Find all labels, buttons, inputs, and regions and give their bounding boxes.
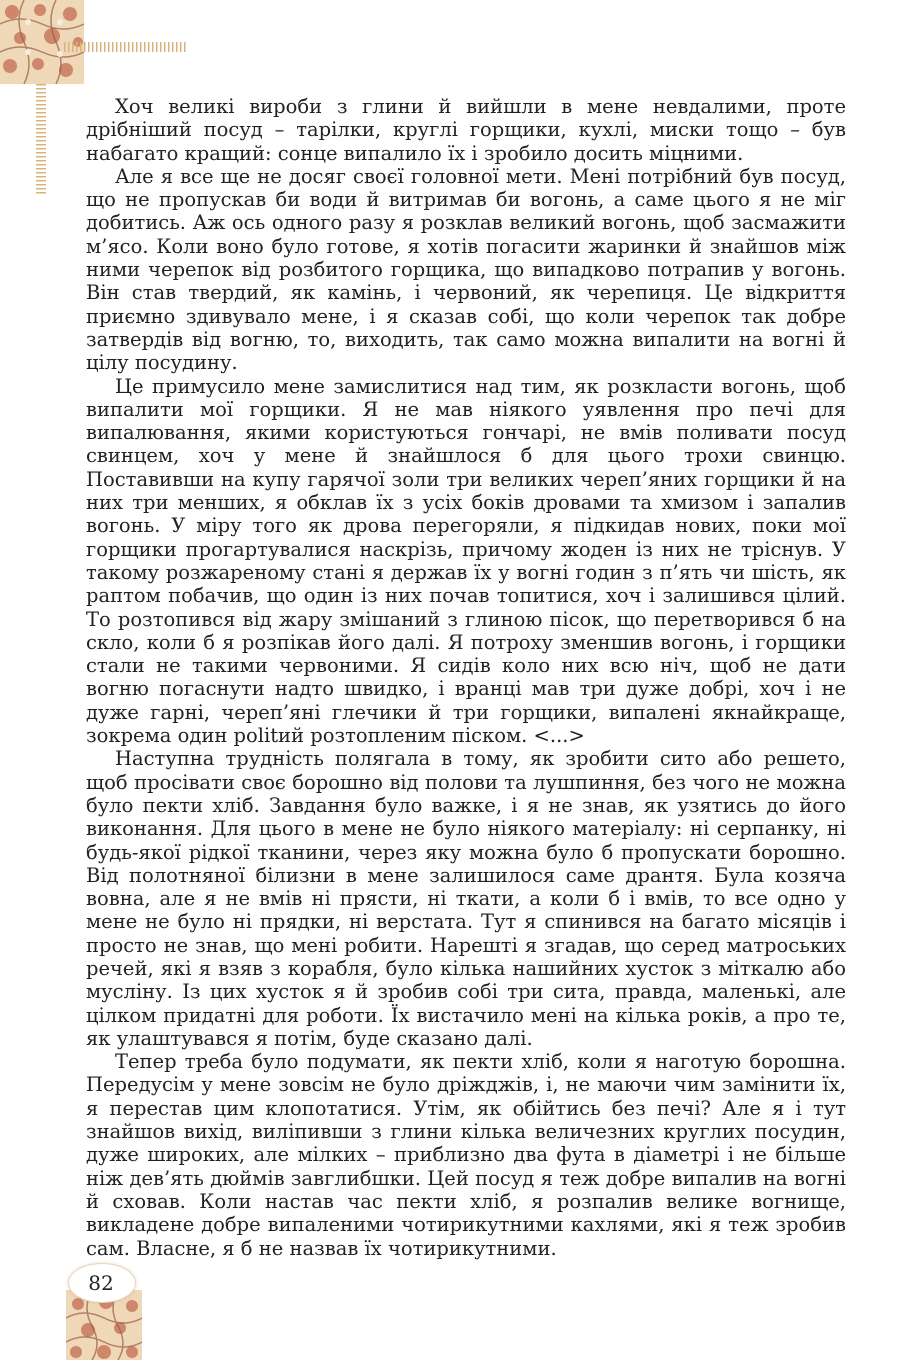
decorative-dotted-rule-horizontal [64,42,186,52]
paragraph-4: Наступна трудність полягала в тому, як зробити сито або решето, щоб просівати своє борошно від полови та лушпиння, без чого не можна було пекти хліб. Завдання було важке, і я не знав, як узятись до його виконання. Для цього в мене не було ніякого матеріалу: ні серпанку, ні будь-якої рідкої тканини, через яку можна було б пропускати борошно. Від полотняної білизни в мене залишилося саме дрантя. Була козяча вовна, але я не вмів ні прясти, ні ткати, а коли б і вмів, то все одно у мене не було ні прядки, ні верстата. Тут я спинився на багато місяців і просто не знав, що мені робити. Нарешті я згадав, що серед матроських речей, які я взяв з корабля, було кілька нашийних хусток з міткалю або мусліну. Із цих хусток я й зробив собі три сита, правда, маленькі, але цілком придатні для роботи. Їх вистачило мені на кілька років, а про те, як улаштувався я потім, буде сказано далі. [86,747,846,1050]
paragraph-2: Але я все ще не досяг своєї головної мети. Мені потрібний був посуд, що не пропускав би води й витримав би вогонь, а саме цього я не міг добитись. Аж ось одного разу я розклав великий вогонь, щоб засмажити м’ясо. Коли воно було готове, я хотів погасити жаринки й знайшов між ними черепок від розбитого горщика, що випадково потрапив у вогонь. Він став твердий, як камінь, і червоний, як черепиця. Це відкриття приємно здивувало мене, і я сказав собі, що коли черепок так добре затвердів від вогню, то, виходить, так само можна випалити на вогні й цілу посудину. [86,164,846,375]
paragraph-5: Тепер треба було подумати, як пекти хліб, коли я наготую борошна. Передусім у мене зовсім не було дріжджів, і, не маючи чим замінити їх, я перестав цим клопотатися. Утім, як обійтись без печі? Але я і тут знайшов вихід, виліпивши з глини кілька величезних круглих посудин, дуже широких, але мілких – приблизно два фута в діаметрі і не більше ніж дев’ять дюймів завглибшки. Цей посуд я теж добре випалив на вогні й сховав. Коли настав час пекти хліб, я розпалив велике вогнище, викладене добре випаленими чотирикутними кахлями, які я теж зробив сам. Власне, я б не назвав їх чотирикутними. [86,1050,846,1260]
page-body [86,95,846,1260]
decorative-dotted-rule-vertical [36,84,46,194]
paragraph-3: Це примусило мене замислитися над тим, як розкласти вогонь, щоб випалити мої горщики. Я не мав ніякого уявлення про печі для випалювання, якими користуються гончарі, не вмів поливати посуд свинцем, хоч у мене й знайшлося б для цього трохи свинцю. Поставивши на купу гарячої золи три великих череп’яних горщики й на них три менших, я обклав їх з усіх боків дровами та хмизом і запалив вогонь. У міру того як дрова перегоряли, я підкидав нових, поки мої горщики прогартувалися наскрізь, причому жоден із них не тріснув. У такому розжареному стані я держав їх у вогні годин з п’ять чи шість, як раптом побачив, що один із них почав топитися, хоч і залишився цілий. То розтопився від жару змішаний з глиною пісок, що перетворився б на скло, коли б я розпікав його далі. Я потроху зменшив вогонь, і горщики стали не такими червоними. Я сидів коло них всю ніч, щоб не дати вогню погаснути надто швидко, і вранці мав три дуже добрі, хоч і не дуже гарні, череп’яні глечики й три горщики, випалені якнайкраще, зокрема один politий розтопленим піском. <...> [86,374,846,748]
page-number: 82 [88,1271,114,1295]
paragraph-1: Хоч великі вироби з глини й вийшли в мене невдалими, проте дрібніший посуд – тарілки, круглі горщики, кухлі, миски тощо – був набагато кращий: сонце випалило їх і зробило досить міцними. [86,95,846,165]
